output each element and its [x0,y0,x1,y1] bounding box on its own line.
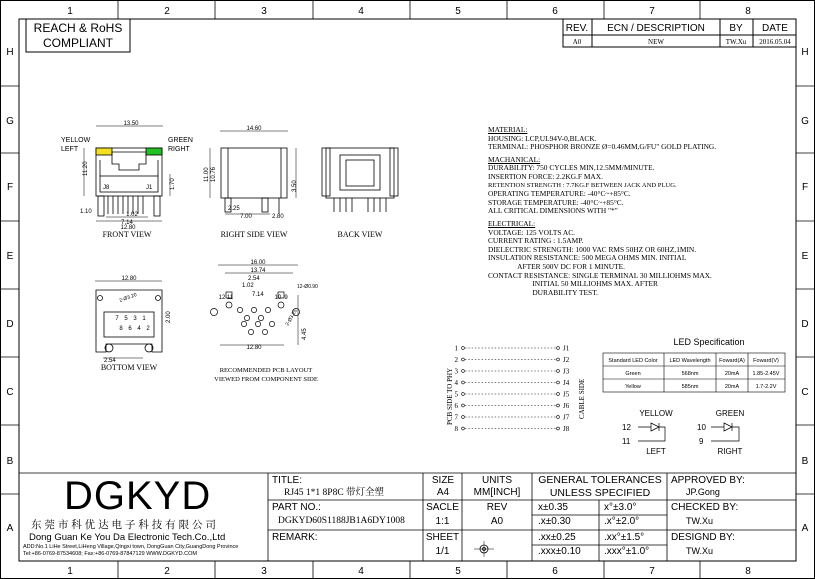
tol-title-2: UNLESS SPECIFIED [549,487,651,499]
part-label: PART NO.: [272,502,321,513]
company-en: Dong Guan Ke You Da Electronic Tech.Co.,Ltd [29,532,226,543]
notes-line-2-7: DURABILITY TEST. [488,287,598,297]
pcb-title-2: VIEWED FROM COMPONENT SIDE [214,376,318,383]
pcb-hole [258,315,263,320]
grid-row-right-A: A [801,523,809,534]
pinmap-node [462,347,465,350]
compliance-line1: REACH & RoHS [33,21,123,35]
pcb-holes [237,307,274,334]
bottom-pin-3: 3 [133,316,137,322]
grid-row-right-C: C [801,387,809,398]
tolerance-3-1: .xxx°±1.0° [604,546,650,557]
led-spec-title: LED Specification [673,337,745,347]
size-value: A4 [436,487,450,498]
led-r0c3: 1.85-2.45V [752,371,780,377]
pinmap-node [462,427,465,430]
pinmap-pin-6: 6 [454,402,458,410]
tolerance-1-1: .x°±2.0° [604,516,640,527]
front-dim-2: 1.10 [80,209,92,215]
led-r1c1: 585nm [681,384,699,390]
notes-heading-1: MACHANICAL: [488,154,541,164]
bottom-dim-0: 12.80 [121,276,137,282]
tolerance-0-0: x±0.35 [538,502,568,513]
notes-line-1-0: DURABILITY: 750 CYCLES MIN,12.5MM/MINUTE. [488,163,655,173]
grid-col-top-8: 8 [745,6,751,17]
grid-col-top-2: 2 [164,6,170,17]
pinmap-node [557,393,560,396]
tolerance-3-0: .xxx±0.10 [538,546,581,557]
front-dim-height: 11.20 [83,161,89,176]
pinmap-pin-3: 3 [454,367,458,376]
rev-header-rev: REV. [565,23,589,34]
pinmap-jack-J1: J1 [563,344,570,353]
grid-col-top-6: 6 [552,6,558,17]
rev-row-date: 2016.05.04 [759,38,791,46]
notes-line-1-3: OPERATING TEMPERATURE: -40°C~+85°C. [488,189,631,199]
front-green-label: GREEN [168,137,193,144]
sheet-value: 1/1 [435,546,450,557]
pcb-hole [248,329,253,334]
grid-col-top-3: 3 [261,6,267,17]
pinmap-node [557,381,560,384]
front-right-label: RIGHT [168,146,190,153]
notes-heading-0: MATERIAL: [488,125,528,134]
notes-line-2-0: VOLTAGE: 125 VOLTS AC. [488,227,576,237]
right-dim-0: 14.60 [246,126,262,132]
revision-table [563,19,796,47]
pcb-hole [262,329,267,334]
right-view-title: RIGHT SIDE VIEW [220,230,288,239]
company-cn: 东 莞 市 科 优 达 电 子 科 技 有 限 公 司 [31,519,216,531]
led-h3: Foward(V) [753,358,779,364]
pcb-dim-8: 4.45 [302,328,308,340]
pcb-pin-12: 12 [218,295,226,301]
company-contact: Tel:+86-0769-87534608; Fax:+86-0769-87847129 WWW.DGKYD.COM [23,551,197,557]
pinmap-jack-J4: J4 [563,379,570,387]
company-address: ADD:No.1 LiHe Street,LiHeng Village,Qingxi town, DongGuan City,GuangDong Province [23,544,239,550]
pinmap-jack-J8: J8 [563,425,570,433]
sch-green: GREEN [715,409,745,418]
pcb-dim-5: 12-Ø0.90 [297,284,318,290]
rev-row-by: TW.Xu [725,38,747,46]
pcb-dim-4: 7.14 [252,292,264,298]
notes-line-1-1: INSERTION FORCE: 2.2KG.F MAX. [488,171,603,181]
right-dim-3: 3.50 [292,180,298,192]
pinmap-node [557,358,560,361]
grid-col-top-1: 1 [67,6,73,17]
front-view [84,126,170,221]
sch-g-pin-9: 9 [699,437,704,446]
pinmap-node [557,416,560,419]
front-dim-4: 12.80 [120,225,136,231]
title-label: TITLE: [272,475,303,486]
pcb-hole [265,307,270,312]
material-notes [488,126,716,297]
led-r0c0: Green [625,371,641,377]
bottom-pin-2: 2 [146,326,150,332]
led-r1c2: 20mA [724,384,740,390]
grid-row-left-A: A [6,523,14,534]
led-spec-table [603,353,785,392]
scale-value: 1:1 [435,516,450,527]
pcb-pin-10: 10 [274,295,282,301]
front-view-title: FRONT VIEW [102,230,152,239]
grid-row-right-D: D [801,319,809,330]
front-dim-3: 7.14 [121,220,133,226]
bottom-pin-5: 5 [124,316,128,322]
pcb-dim-3: 1.02 [242,283,254,289]
pcb-pin-11: 11 [226,295,234,301]
tolerance-1-0: .x±0.30 [538,516,571,527]
notes-line-2-1: CURRENT RATING : 1.5AMP. [488,236,584,246]
grid-row-left-G: G [6,116,14,127]
pinmap-jack-J5: J5 [563,390,570,399]
pinmap-pin-8: 8 [454,425,458,433]
pcb-dim-1: 13.74 [250,268,266,274]
pinmap-pin-4: 4 [454,379,458,387]
approved-label: APPROVED BY: [671,475,745,486]
notes-line-2-5: CONTACT RESISTANCE: SINGLE TERMINAL 30 MILLIOHMS MAX. [488,270,712,280]
notes-line-2-6: INITIAL 50 MILLIOHMS MAX. AFTER [488,279,658,289]
grid-col-bottom-3: 3 [261,566,267,577]
bottom-pin-7: 7 [115,316,119,322]
rev-label: REV [486,502,508,513]
pcb-pin-9: 9 [284,295,288,301]
units-label: UNITS [482,475,512,486]
rev-header-date: DATE [762,23,788,34]
led-r0c1: 568nm [681,371,699,377]
grid-col-top-4: 4 [358,6,364,17]
sch-g-pin-10: 10 [697,423,706,432]
front-green-led [146,148,162,155]
led-h1: LED Wavelength [669,358,711,364]
bottom-pin-8: 8 [119,326,123,332]
pinmap-node [557,347,560,350]
pinmap-left-label: PCB SIDE TO PHY [446,367,454,425]
size-label: SIZE [431,475,455,486]
scale-label: SACLE [426,502,459,513]
led-r1c3: 1.7-2.2V [755,384,777,390]
units-value: MM[INCH] [473,487,521,498]
pinmap-node [462,381,465,384]
bottom-dim-1: 2-Ø3.20 [118,292,138,304]
sch-y-pin-11: 11 [622,437,631,446]
notes-line-2-3: INSULATION RESISTANCE: 500 MEGA OHMS MIN. INITIAL [488,253,687,263]
sch-right: RIGHT [717,447,743,456]
bottom-pin-4: 4 [137,326,141,332]
pinmap-node [462,404,465,407]
bottom-dim-3: 2.54 [104,358,116,364]
checked-value: TW.Xu [686,516,714,526]
checked-label: CHECKED BY: [671,502,739,513]
pin-map [455,345,570,434]
sch-y-pin-12: 12 [622,423,631,432]
front-yellow-led [96,148,112,155]
notes-line-2-2: DIELECTRIC STRENGTH: 1000 VAC RMS 50HZ OR 60HZ,1MIN. [488,244,697,254]
pcb-title-1: RECOMMENDED PCB LAYOUT [219,367,313,374]
pcb-hole [269,321,274,326]
notes-line-1-5: ALL CRITICAL DIMENSIONS WITH "*" [488,206,618,216]
notes-line-1-2: RETENTION STRENGTH : 7.7KG.F BETWEEN JACK AND PLUG. [488,181,677,189]
front-dim-1: 1.70 [170,178,176,190]
company-logo: DGKYD [64,474,212,518]
led-h2: Foward(A) [719,358,745,364]
rev-header-desc: ECN / DESCRIPTION [607,23,705,34]
pinmap-jack-J3: J3 [563,367,570,376]
grid-row-left-F: F [6,182,14,193]
grid-col-bottom-5: 5 [455,566,461,577]
right-dim-1: 11.00 [204,167,210,182]
grid-row-left-H: H [6,47,14,58]
tolerance-0-1: x°±3.0° [604,502,637,513]
sheet-label: SHEET [425,532,460,543]
grid-row-right-E: E [801,251,809,262]
part-value: DGKYD60S1188JB1A6DY1008 [278,516,405,526]
grid-row-left-C: C [6,387,14,398]
back-view-title: BACK VIEW [337,230,383,239]
right-dim-4: 2.25 [228,206,240,212]
designed-label: DESIGND BY: [671,532,735,543]
approved-value: JP.Gong [686,487,720,497]
grid-row-right-F: F [801,182,809,193]
bottom-view-title: BOTTOM VIEW [100,363,158,372]
rev-value: A0 [490,516,504,527]
rev-header-by: BY [729,23,743,34]
front-j1: J1 [146,185,153,191]
grid-col-bottom-6: 6 [552,566,558,577]
notes-line-2-4: AFTER 500V DC FOR 1 MINUTE. [488,261,626,271]
grid-row-right-G: G [801,116,809,127]
led-r0c2: 20mA [724,371,740,377]
led-h0: Standard LED Color [608,358,658,364]
pinmap-node [557,427,560,430]
rev-row-rev: A0 [572,38,582,46]
bottom-dim-2: 2.00 [166,311,172,323]
designed-value: TW.Xu [686,546,714,556]
right-side-view [210,131,296,214]
compliance-line2: COMPLIANT [42,36,114,50]
front-left-label: LEFT [61,146,79,153]
sch-yellow: YELLOW [639,409,673,418]
pinmap-node [462,416,465,419]
pinmap-jack-J7: J7 [563,413,570,422]
pinmap-node [557,404,560,407]
pcb-hole [241,321,246,326]
pinmap-pin-1: 1 [454,344,458,353]
pinmap-pin-7: 7 [454,413,458,422]
pinmap-jack-J6: J6 [563,402,570,410]
front-j8: J8 [103,185,110,191]
grid-col-bottom-1: 1 [67,566,73,577]
right-dim-2: 10.76 [211,166,217,182]
right-dim-5: 7.00 [240,214,252,220]
grid-col-bottom-7: 7 [649,566,655,577]
bottom-pins [115,316,150,332]
notes-heading-2: ELECTRICAL: [488,218,536,228]
grid-row-right-B: B [801,456,809,467]
grid-row-right-H: H [801,47,809,58]
pinmap-jack-J2: J2 [563,356,570,364]
title-value: RJ45 1*1 8P8C 带灯全塑 [284,488,385,498]
rev-row-desc: NEW [648,38,664,46]
pinmap-node [462,370,465,373]
bottom-pin-6: 6 [128,326,132,332]
grid-col-bottom-8: 8 [745,566,751,577]
front-yellow-label: YELLOW [61,137,91,144]
front-dim-width: 13.50 [123,121,139,127]
grid-col-top-7: 7 [649,6,655,17]
bottom-pin-1: 1 [142,316,146,322]
grid-col-bottom-2: 2 [164,566,170,577]
pinmap-node [462,393,465,396]
grid-col-bottom-4: 4 [358,566,364,577]
pcb-hole [251,307,256,312]
pinmap-node [462,358,465,361]
pcb-dim-2: 2.54 [248,276,260,282]
notes-line-0-1: TERMINAL: PHOSPHOR BRONZE Ø=0.46MM,G/FU" GOLD PLATING. [488,142,717,152]
pcb-dim-0: 16.00 [250,260,266,266]
pinmap-pin-2: 2 [454,356,458,364]
notes-line-0-0: HOUSING: LCP,UL94V-0,BLACK. [488,133,597,143]
grid-row-left-B: B [6,456,14,467]
back-view [322,148,398,212]
led-schematic [638,423,739,441]
pinmap-right-label: CABLE SIDE [578,378,586,419]
led-r1c0: Yellow [625,384,641,390]
tolerance-2-1: .xx°±1.5° [604,532,645,543]
pinmap-pin-5: 5 [454,390,458,399]
grid-col-top-5: 5 [455,6,461,17]
pinmap-node [557,370,560,373]
notes-line-1-4: STORAGE TEMPERATURE: -40°C~+85°C. [488,197,624,207]
bottom-view [95,281,162,358]
pcb-dim-7: 2-Ø3.25 [284,308,299,327]
grid-row-left-D: D [6,319,14,330]
sch-left: LEFT [646,447,666,456]
remark-label: REMARK: [272,532,318,543]
pcb-hole [255,321,260,326]
tol-title-1: GENERAL TOLERANCES [538,474,662,486]
pcb-dim-6: 12.80 [246,345,262,351]
tolerance-2-0: .xx±0.25 [538,532,576,543]
grid-row-left-E: E [6,251,14,262]
pcb-hole [237,307,242,312]
pcb-hole [244,315,249,320]
front-dim-5: 1.02 [126,212,138,218]
right-dim-6: 2.80 [272,214,284,220]
